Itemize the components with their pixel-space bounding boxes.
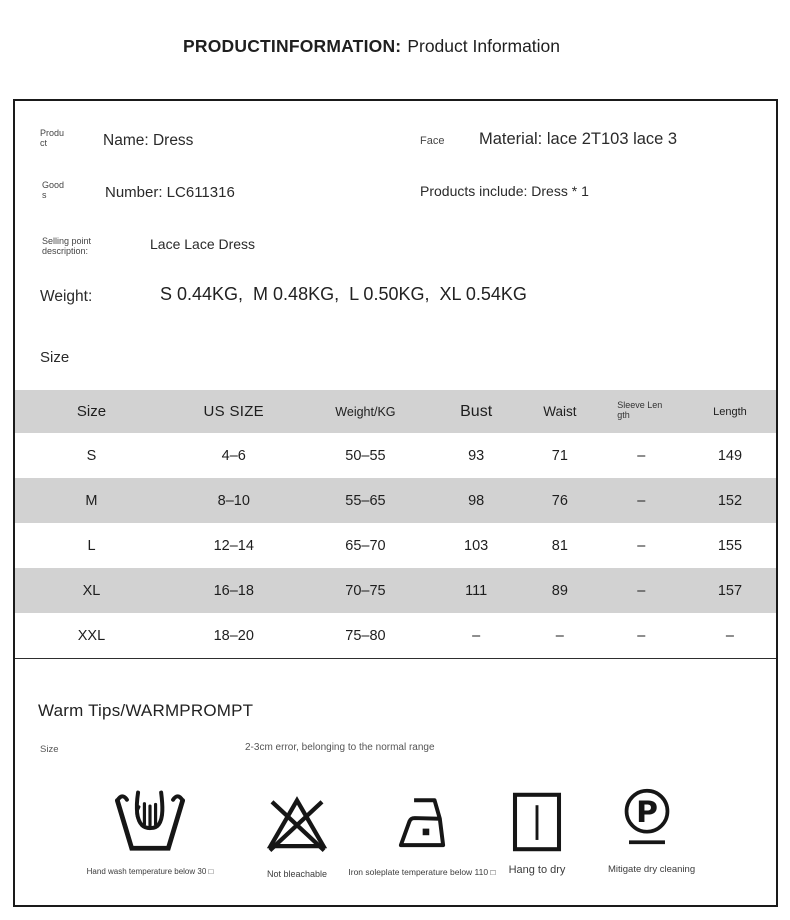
cell-length: 155: [717, 537, 743, 554]
cell-bust: 103: [464, 537, 489, 554]
col-header-sleeve-length: [599, 390, 684, 433]
size-row-xl: [15, 568, 776, 613]
selling-point-label: Selling point description:: [42, 236, 92, 256]
col-header-weight: Weight/KG: [335, 404, 396, 419]
cell-waist: 76: [551, 492, 568, 509]
selling-point-value: Lace Lace Dress: [150, 236, 256, 252]
size-row-xxl: [15, 613, 776, 658]
col-header-waist: Waist: [543, 404, 577, 419]
col-header-sleeve-length-text: Sleeve Length: [617, 400, 663, 420]
cell-waist: 89: [551, 582, 568, 599]
cell-sleeve: –: [637, 627, 646, 644]
warm-tips-size-label: Size: [40, 744, 59, 755]
size-row-l: [15, 523, 776, 568]
no-bleach-caption: Not bleachable: [266, 869, 328, 879]
iron-caption: Iron soleplate temperature below 110 □: [348, 867, 496, 877]
page-title-translated: Product Information: [407, 36, 561, 56]
warm-tips-title: Warm Tips/WARMPROMPT: [38, 701, 254, 720]
size-row-s: [15, 433, 776, 478]
hand-wash-icon: [110, 783, 190, 861]
care-symbol-dry-clean: [592, 785, 702, 875]
cell-waist: 71: [551, 447, 568, 464]
cell-waist: 81: [551, 537, 568, 554]
cell-size: L: [87, 537, 96, 554]
cell-sleeve: –: [637, 582, 646, 599]
cell-length: 152: [717, 492, 743, 509]
iron-icon: [389, 791, 455, 857]
product-name-value: Name: Dress: [103, 132, 194, 149]
cell-ussize: 18–20: [213, 627, 254, 644]
cell-waist: –: [555, 627, 564, 644]
col-header-us-size: US SIZE: [203, 403, 264, 420]
hang-dry-icon: [508, 789, 566, 855]
cell-weight: 50–55: [345, 447, 386, 464]
cell-size: XXL: [77, 627, 106, 644]
page-title-en-caps: PRODUCTINFORMATION:: [183, 36, 402, 56]
cell-ussize: 8–10: [217, 492, 250, 509]
size-chart-table: [15, 390, 776, 658]
cell-size: M: [85, 492, 98, 509]
cell-ussize: 4–6: [221, 447, 246, 464]
cell-length: –: [725, 627, 734, 644]
weight-label: Weight:: [40, 288, 93, 305]
warm-tips-note: 2-3cm error, belonging to the normal range: [245, 742, 435, 753]
size-table-header: [15, 390, 776, 433]
cell-length: 149: [717, 447, 743, 464]
cell-weight: 75–80: [345, 627, 386, 644]
cell-ussize: 16–18: [213, 582, 254, 599]
cell-weight: 70–75: [345, 582, 386, 599]
cell-weight: 55–65: [345, 492, 386, 509]
size-section-label: Size: [40, 349, 70, 366]
hang-dry-caption: Hang to dry: [508, 864, 566, 876]
col-header-length: Length: [713, 405, 747, 418]
page-title: [183, 36, 560, 57]
cell-sleeve: –: [637, 537, 646, 554]
hand-wash-caption: Hand wash temperature below 30 □: [86, 867, 214, 876]
cell-sleeve: –: [637, 492, 646, 509]
weight-value: S 0.44KG, M 0.48KG, L 0.50KG, XL 0.54KG: [160, 284, 527, 304]
cell-sleeve: –: [637, 447, 646, 464]
cell-length: 157: [717, 582, 743, 599]
dry-clean-icon: [616, 785, 678, 861]
size-table-header-row: [15, 390, 776, 433]
size-row-m: [15, 478, 776, 523]
cell-size: XL: [82, 582, 101, 599]
products-include-value: Products include: Dress * 1: [420, 183, 589, 199]
cell-bust: 93: [468, 447, 485, 464]
cell-weight: 65–70: [345, 537, 386, 554]
svg-text:P: P: [636, 794, 658, 830]
goods-field-label: Goods: [42, 180, 65, 200]
cell-ussize: 12–14: [213, 537, 254, 554]
cell-bust: 98: [468, 492, 485, 509]
cell-bust: –: [472, 627, 481, 644]
product-info-box: [13, 99, 778, 907]
face-material-label: Face: [420, 135, 445, 147]
section-divider: [15, 658, 776, 659]
col-header-size: Size: [76, 403, 107, 420]
product-field-label: Product: [40, 128, 65, 148]
cell-size: S: [86, 447, 97, 464]
goods-number-value: Number: LC611316: [105, 184, 235, 201]
material-value: Material: lace 2T103 lace 3: [479, 130, 678, 148]
cell-bust: 111: [465, 582, 488, 599]
dry-clean-caption: Mitigate dry cleaning: [608, 864, 696, 875]
col-header-bust: Bust: [460, 402, 493, 420]
